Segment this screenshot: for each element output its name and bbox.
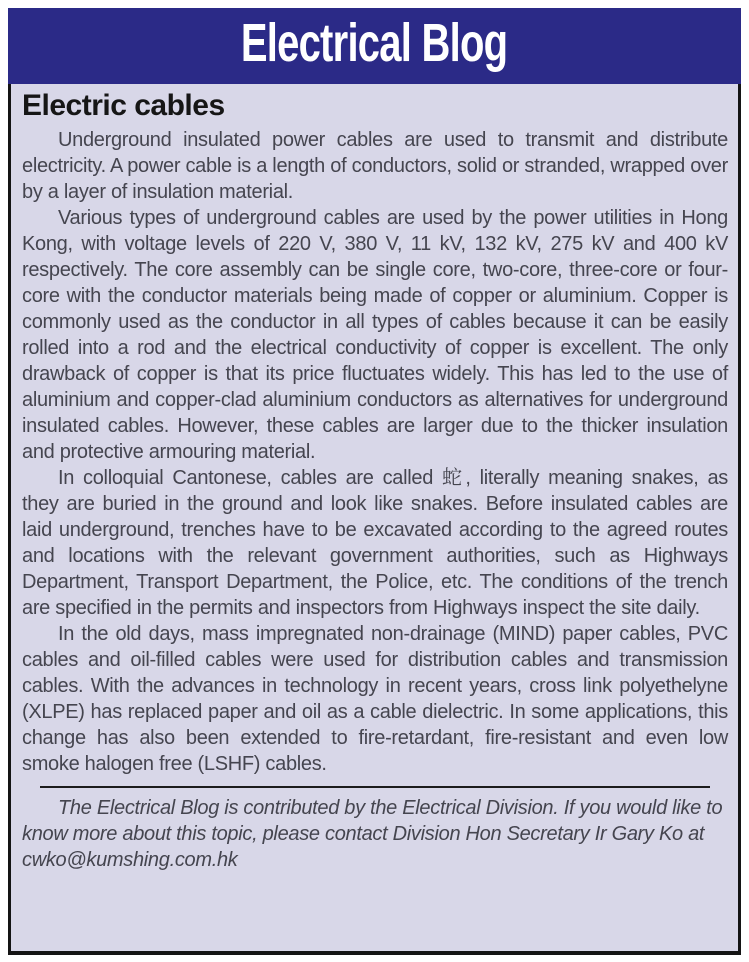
article-body	[22, 127, 728, 777]
article-paragraph: Various types of underground cables are used by the power utilities in Hong Kong, with voltage levels of 220 V, 380 V, 11 kV, 132 kV, 275 kV and 400 kV respectively. The core assembly can be single core, two-core, three-core or four-core with the conductor materials being made of copper or aluminium. Copper is commonly used as the conductor in all types of cables because it can be easily rolled into a rod and the electrical conductivity of copper is excellent. The only drawback of copper is that its price fluctuates widely. This has led to the use of aluminium and copper-clad aluminium conductors as alternatives for underground insulated cables. However, these cables are larger due to the thicker insulation and protective armouring material.	[22, 207, 728, 463]
article-paragraph: In colloquial Cantonese, cables are called 蛇, literally meaning snakes, as they are buried in the ground and look like snakes. Before insulated cables are laid underground, trenches have to be excavated according to the agreed routes and locations with the relevant government authorities, such as Highways Department, Transport Department, the Police, etc. The conditions of the trench are specified in the permits and inspectors from Highways inspect the site daily.	[22, 467, 728, 619]
blog-page	[8, 8, 741, 955]
masthead-banner	[8, 8, 741, 84]
article-content-box	[8, 84, 741, 955]
masthead-title: Electrical Blog	[241, 13, 508, 73]
article-paragraph: Underground insulated power cables are used to transmit and distribute electricity. A power cable is a length of conductors, solid or stranded, wrapped over by a layer of insulation material.	[22, 129, 728, 203]
article-title: Electric cables	[22, 89, 225, 122]
article-paragraph: In the old days, mass impregnated non-drainage (MIND) paper cables, PVC cables and oil-filled cables were used for distribution cables and transmission cables. With the advances in technology in recent years, cross link polyethelyne (XLPE) has replaced paper and oil as a cable dielectric. In some applications, this change has also been extended to fire-retardant, fire-resistant and even low smoke halogen free (LSHF) cables.	[22, 623, 728, 775]
contribution-note: The Electrical Blog is contributed by the Electrical Division. If you would like to know more about this topic, please contact Division Hon Secretary Ir Gary Ko at cwko@kumshing.com.hk	[22, 797, 723, 871]
footer-divider	[40, 786, 710, 788]
